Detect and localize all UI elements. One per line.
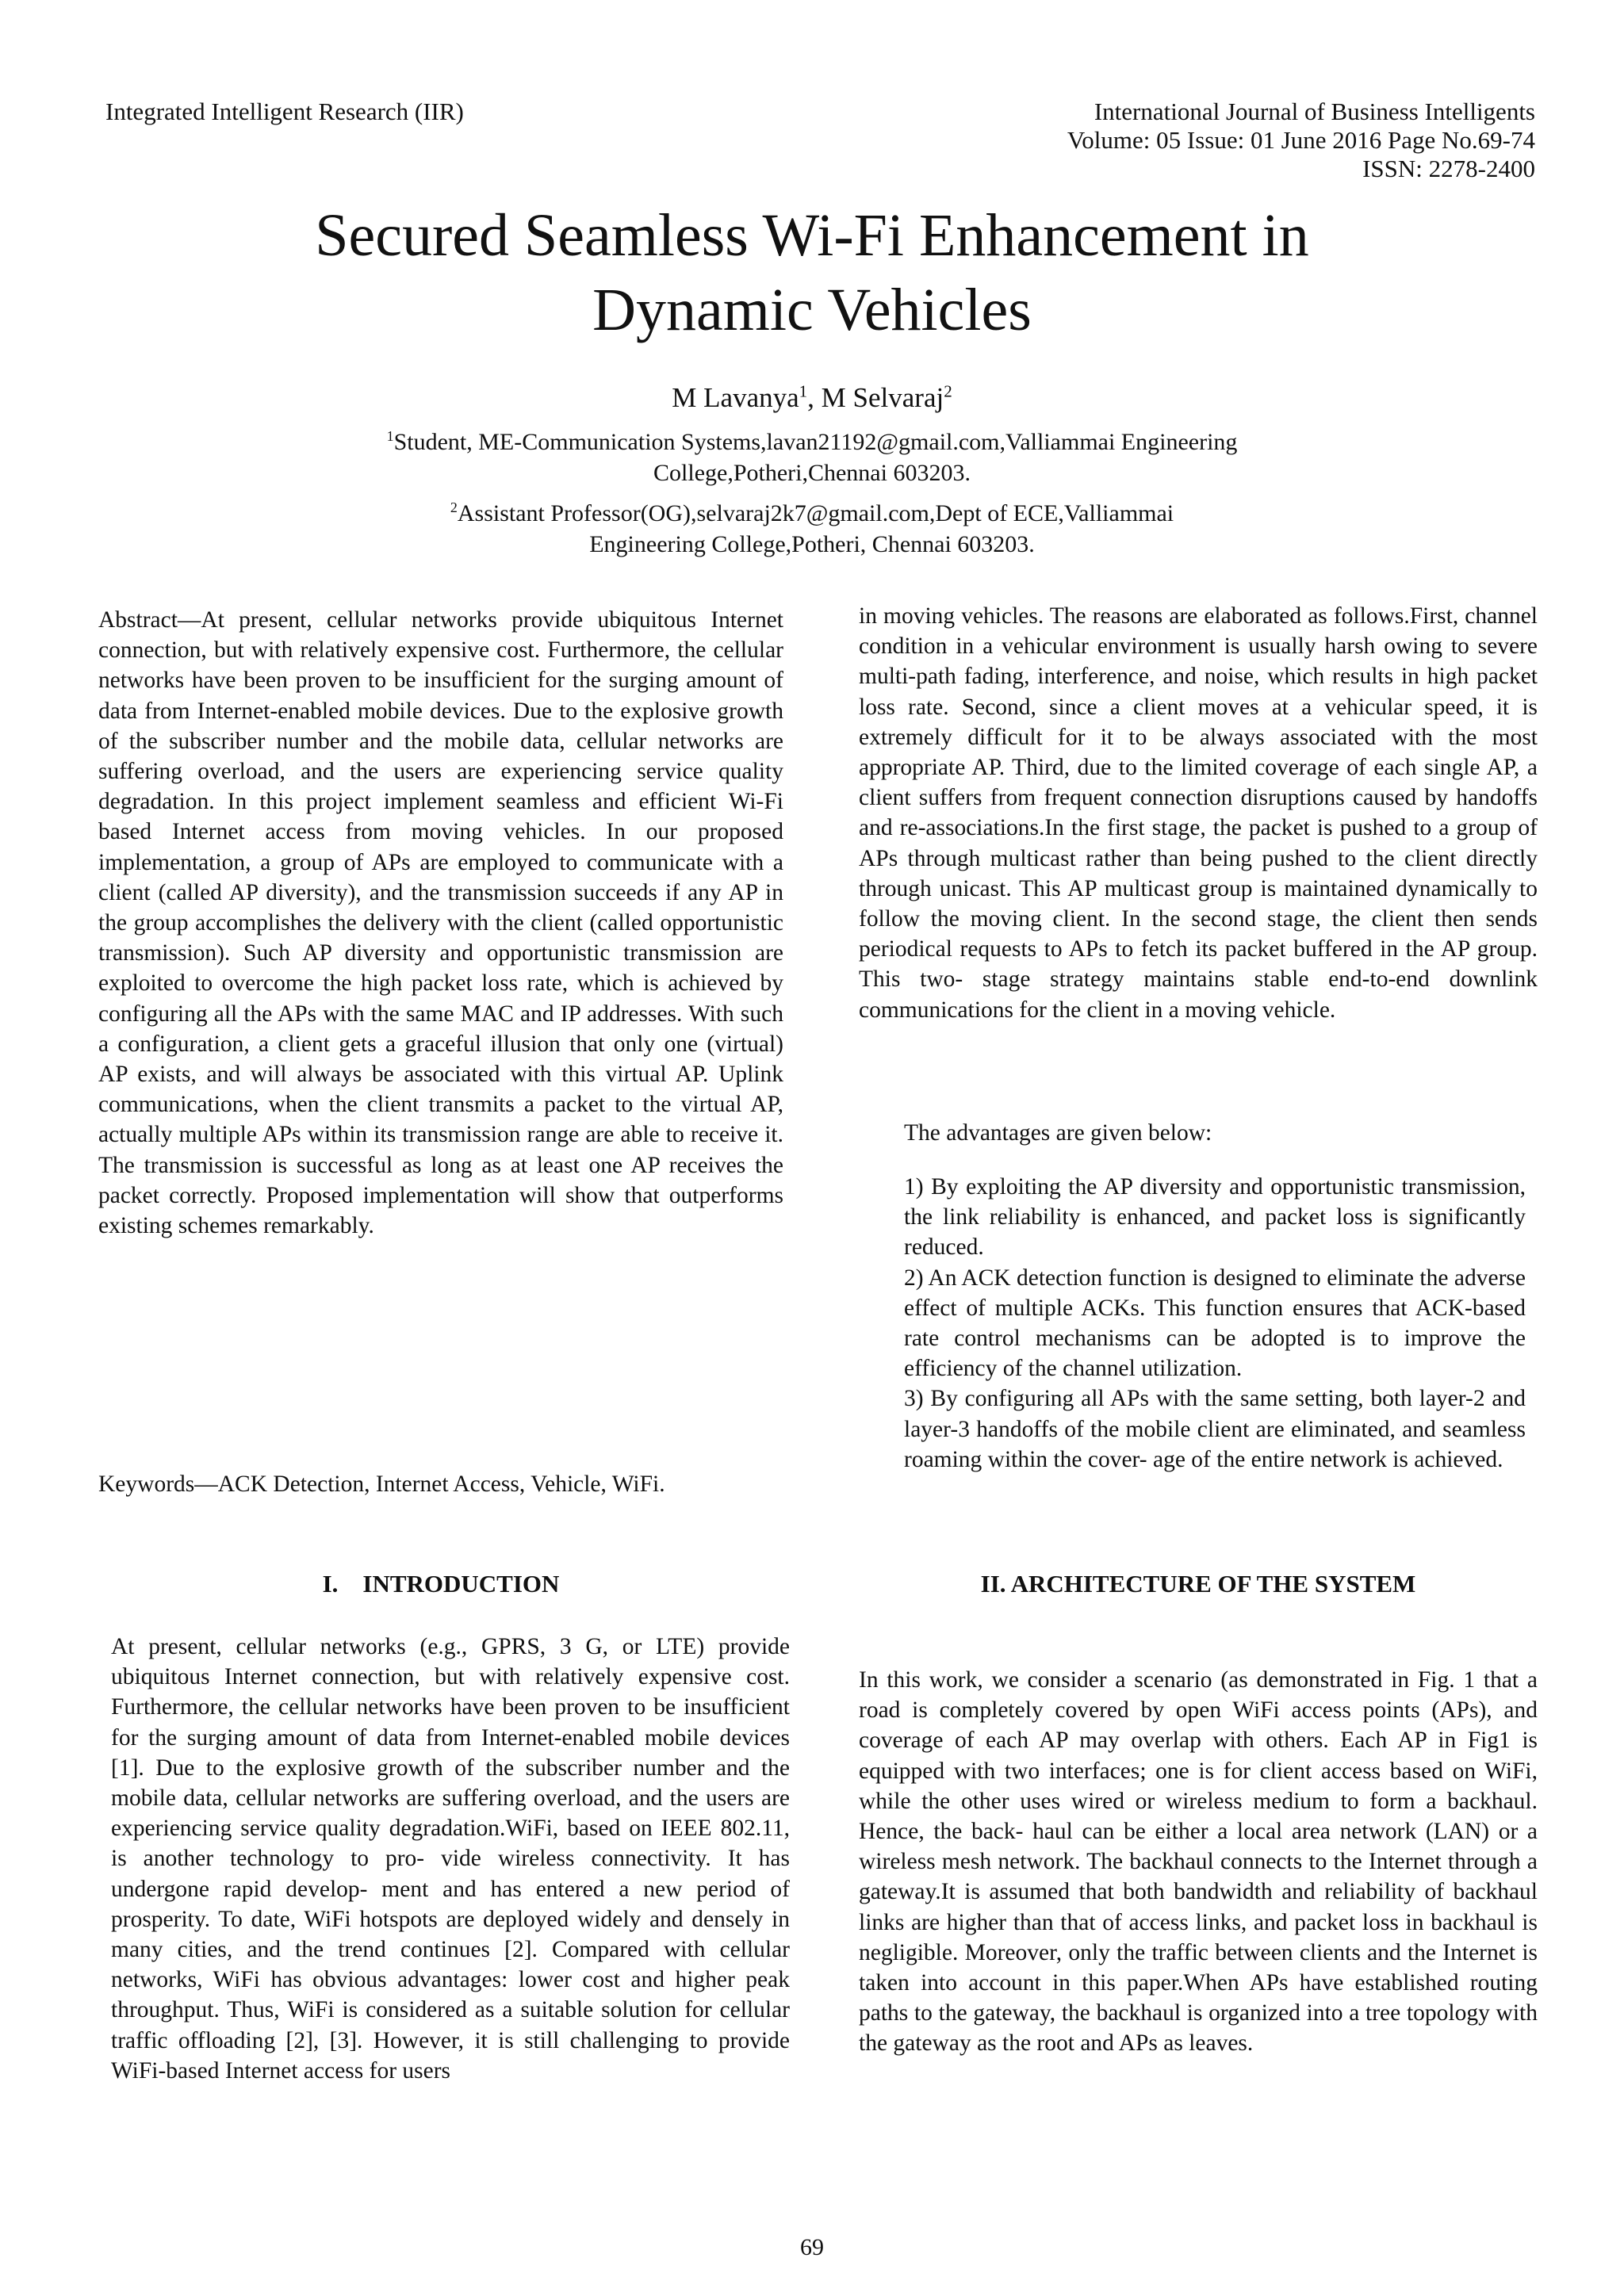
journal-header-right xyxy=(1067,98,1535,183)
affiliation-1-line1: Student, ME-Communication Systems,lavan21192@gmail.com,Valliammai Engineering xyxy=(393,429,1238,455)
keywords-text: Keywords—ACK Detection, Internet Access, Vehicle, WiFi. xyxy=(98,1471,665,1497)
author-list xyxy=(0,381,1624,415)
advantage-item-2: 2) An ACK detection function is designed to eliminate the adverse effect of multiple ACKs. This function ensures that ACK-based rate control mechanisms can be adopted is to improve the efficiency of the channel utilization. xyxy=(904,1265,1526,1382)
affiliation-2-sup: 2 xyxy=(450,499,458,515)
continuation-text: in moving vehicles. The reasons are elaborated as follows.First, channel condition in a vehicular environment is usually harsh owing to severe multi-path fading, interference, and noise, which results in high packet loss rate. Second, since a client moves at a vehicular speed, it is extremely difficult for it to be always associated with the most appropriate AP. Third, due to the limited coverage of each single AP, a client suffers from frequent connection disruptions caused by handoffs and re-associations.In the first stage, the packet is pushed to a group of APs through multicast rather than being pushed to the client directly through unicast. This AP multicast group is maintained dynamically to follow the moving client. In the second stage, the client then sends periodical requests to APs to fetch its packet buffered in the AP group. This two- stage strategy maintains stable end-to-end downlink communications for the client in a moving vehicle. xyxy=(859,603,1538,1023)
affiliation-1-sup: 1 xyxy=(386,428,394,444)
journal-issn: ISSN: 2278-2400 xyxy=(1362,155,1535,182)
right-column-continuation xyxy=(859,601,1538,1025)
abstract-text: Abstract—At present, cellular networks provide ubiquitous Internet connection, but with relatively expensive cost. Furthermore, the cellular networks have been proven to be insufficient for the surging amount of data from Internet-enabled mobile devices. Due to the explosive growth of the subscriber number and the mobile data, cellular networks are suffering overload, and the users are experiencing service quality degradation. In this project implement seamless and efficient Wi-Fi based Internet access from moving vehicles. In our proposed implementation, a group of APs are employed to communicate with a client (called AP diversity), and the transmission succeeds if any AP in the group accomplishes the delivery with the client (called opportunistic transmission). Such AP diversity and opportunistic transmission are exploited to overcome the high packet loss rate, which is achieved by configuring all the APs with the same MAC and IP addresses. With such a configuration, a client gets a graceful illusion that only one (virtual) AP exists, and will always be associated with this virtual AP. Uplink communications, when the client transmits a packet to the virtual AP, actually multiple APs within its transmission range are able to receive it. The transmission is successful as long as at least one AP receives the packet correctly. Proposed implementation will show that outperforms existing schemes remarkably. xyxy=(98,607,783,1239)
author-separator: , xyxy=(807,382,822,413)
introduction-body xyxy=(111,1632,790,2086)
section-heading-introduction: I. INTRODUCTION xyxy=(322,1570,560,1598)
affiliation-2-line2: Engineering College,Potheri, Chennai 603203. xyxy=(589,531,1035,557)
author-1: M Lavanya xyxy=(672,382,799,413)
affiliation-1 xyxy=(238,427,1386,488)
affiliation-2 xyxy=(238,498,1386,560)
journal-name: International Journal of Business Intelligents xyxy=(1094,98,1535,125)
section-heading-architecture: II. ARCHITECTURE OF THE SYSTEM xyxy=(980,1570,1416,1598)
author-2: M Selvaraj xyxy=(821,382,944,413)
architecture-body xyxy=(859,1665,1538,2059)
advantage-item-3: 3) By configuring all APs with the same setting, both layer-2 and layer-3 handoffs of the mobile client are eliminated, and seamless roaming within the cover- age of the entire network is achieved. xyxy=(904,1386,1526,1472)
author-1-sup: 1 xyxy=(799,381,808,401)
affiliation-1-line2: College,Potheri,Chennai 603203. xyxy=(653,460,971,486)
advantage-item-1: 1) By exploiting the AP diversity and opportunistic transmission, the link reliability is enhanced, and packet loss is significantly reduced. xyxy=(904,1174,1526,1261)
paper-title xyxy=(0,198,1624,347)
page-number: 69 xyxy=(800,2234,824,2260)
paper-title-line2: Dynamic Vehicles xyxy=(592,277,1032,343)
journal-header-left: Integrated Intelligent Research (IIR) xyxy=(105,98,464,125)
keywords xyxy=(98,1469,783,1499)
affiliation-2-line1: Assistant Professor(OG),selvaraj2k7@gmail.com,Dept of ECE,Valliammai xyxy=(457,500,1174,526)
introduction-text: At present, cellular networks (e.g., GPRS, 3 G, or LTE) provide ubiquitous Internet connection, but with relatively expensive cost. Furthermore, the cellular networks have been proven to be insufficient for the surging amount of data from Internet-enabled mobile devices [1]. Due to the explosive growth of the subscriber number and the mobile data, cellular networks are suffering overload, and the users are experiencing service quality degradation.WiFi, based on IEEE 802.11, is another technology to pro- vide wireless connectivity. It has undergone rapid develop- ment and has entered a new period of prosperity. To date, WiFi hotspots are deployed widely and densely in many cities, and the trend continues [2]. Compared with cellular networks, WiFi has obvious advantages: lower cost and higher peak throughput. Thus, WiFi is considered as a suitable solution for cellular traffic offloading [2], [3]. However, it is still challenging to provide WiFi-based Internet access for users xyxy=(111,1634,790,2084)
advantages-list xyxy=(904,1172,1526,1475)
paper-title-line1: Secured Seamless Wi-Fi Enhancement in xyxy=(315,202,1309,269)
author-2-sup: 2 xyxy=(944,381,952,401)
journal-volume: Volume: 05 Issue: 01 June 2016 Page No.69-74 xyxy=(1067,126,1535,154)
abstract xyxy=(98,605,783,1241)
advantages-heading: The advantages are given below: xyxy=(904,1120,1212,1146)
architecture-text: In this work, we consider a scenario (as demonstrated in Fig. 1 that a road is completely covered by open WiFi access points (APs), and coverage of each AP may overlap with others. Each AP in Fig1 is equipped with two interfaces; one is for client access based on WiFi, while the other uses wired or wireless medium to form a backhaul. Hence, the back- haul can be either a local area network (LAN) or a wireless mesh network. The backhaul connects to the Internet through a gateway.It is assumed that both bandwidth and reliability of backhaul links are higher than that of access links, and packet loss in backhaul is negligible. Moreover, only the traffic between clients and the Internet is taken into account in this paper.When APs have established routing paths to the gateway, the backhaul is organized into a tree topology with the gateway as the root and APs as leaves. xyxy=(859,1667,1538,2057)
